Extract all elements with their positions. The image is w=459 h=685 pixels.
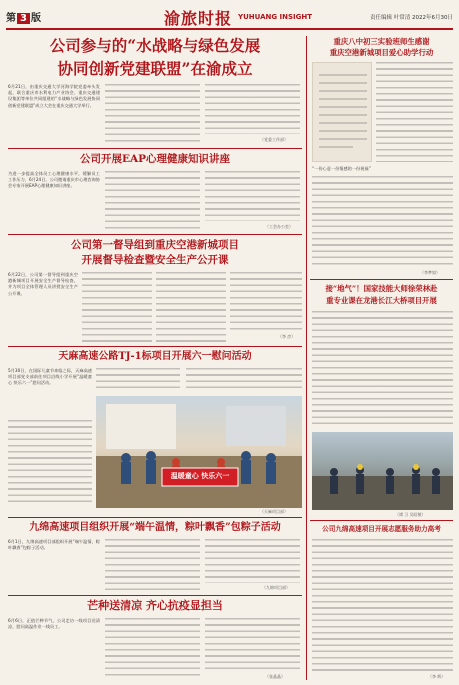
a3-title-line1: 公司第一督导组到重庆空港新城项目 [71, 239, 239, 251]
column-separator [306, 36, 307, 680]
a4-body-col3a [186, 368, 302, 392]
a3-body-col2 [82, 272, 152, 342]
page-label-pre: 第 [6, 13, 16, 24]
a4-photo-banner: 温暖童心 快乐六一 [170, 472, 230, 480]
a5-headline[interactable]: 九绵高速项目组织开展“端午温情，粽叶飘香”包粽子活动 [29, 522, 281, 533]
a1-headline[interactable] [8, 36, 302, 79]
r2-title-line1: 接“地气”！国家技能大师徐荣林赴 [325, 284, 438, 293]
a4-photo [96, 396, 302, 508]
r1-letter-scene [313, 63, 372, 162]
divider [310, 520, 453, 521]
r1-title-line1: 重庆八中初三实验班师生感谢 [333, 37, 430, 46]
a2-headline[interactable]: 公司开展EAP心理健康知识讲座 [79, 153, 231, 165]
divider [8, 595, 302, 596]
a4-photo-scene [96, 396, 302, 508]
a4-body-col1 [8, 420, 92, 504]
r2-body [312, 311, 453, 429]
r3-headline[interactable]: 公司九绵高速项目开展志愿服务助力高考 [322, 525, 441, 533]
a6-body-col2 [105, 618, 200, 680]
page-label-post: 版 [30, 13, 41, 24]
r1-quote: “一份心意一份情感的一份祝福” [312, 166, 371, 171]
a1-body-col3 [205, 84, 300, 134]
divider [8, 517, 302, 518]
a3-credit: （李 彦） [278, 334, 296, 339]
r1-headline[interactable] [310, 36, 453, 58]
divider [310, 279, 453, 280]
a5-body-col3 [205, 539, 300, 583]
editor-date: 责任编辑 叶常清 2022年6月30日 [370, 15, 453, 21]
newspaper-logo-en: YUHUANG INSIGHT [238, 13, 313, 21]
divider [8, 148, 302, 149]
r3-credit: （李 辉） [428, 674, 446, 679]
a4-body-col2a [96, 368, 180, 392]
a2-credit: （工会办公室） [265, 224, 293, 229]
r1-credit: （李梦如） [420, 270, 440, 275]
a2-lead: 为进一步提高全体员工心理健康水平，缓解员工工作压力，6月24日，公司邀请重庆市心理咨询协会专家开展EAP心理健康知识讲座。 [8, 171, 100, 189]
masthead [6, 4, 453, 30]
a6-body-col3 [205, 618, 300, 672]
a3-title-line2: 开展督导检查暨安全生产公开课 [81, 254, 229, 266]
r2-headline[interactable] [310, 283, 453, 307]
a1-title-line2: 协同创新党建联盟”在渝成立 [57, 59, 253, 78]
a6-lead: 6月6日，正值芒种节气，公司走访一线项目送清凉，慰问高温作业一线员工。 [8, 618, 100, 630]
divider [8, 234, 302, 235]
a3-body-col3 [156, 272, 226, 342]
r2-photo-scene [312, 432, 453, 510]
r1-body-side [376, 62, 453, 162]
a5-credit: （九绵项目部） [262, 585, 290, 590]
a2-body-col2 [105, 171, 200, 233]
r2-title-line2: 重专业课在龙港长江大桥项目开展 [326, 296, 437, 305]
a5-body-col2 [105, 539, 200, 591]
a3-headline[interactable] [8, 238, 302, 268]
a3-lead: 6月22日，公司第一督导组到重庆空港新城项目开展安全生产督导检查，并为项目全体管理人员讲授安全生产公开课。 [8, 272, 78, 296]
r2-photo [312, 432, 453, 510]
a5-lead: 6月1日，九绵高速项目部组织开展“端午温情，粽叶飘香”包粽子活动。 [8, 539, 100, 551]
newspaper-logo: 渝旅时报 [164, 9, 233, 28]
a4-headline[interactable]: 天麻高速公路TJ-1标项目开展六一慰问活动 [58, 351, 252, 362]
a4-credit: （天麻项目部） [260, 509, 288, 514]
a6-headline[interactable]: 芒种送清凉 齐心抗疫显担当 [87, 599, 223, 612]
r1-letter-photo [312, 62, 372, 162]
a2-body-col3 [205, 171, 300, 221]
a1-credit: （党委工作部） [260, 137, 288, 142]
page-number [6, 9, 41, 24]
page-num-badge: 3 [17, 13, 30, 24]
a4-lead: 5月30日，在国际儿童节来临之际，天麻高速项目部党支部前往项目沿线小学开展“温暖童心 快乐六一”慰问活动。 [8, 368, 92, 386]
r1-body [312, 176, 453, 268]
a1-title-line1: 公司参与的“水战略与绿色发展 [49, 36, 261, 55]
a1-body-col2 [105, 84, 200, 146]
r2-credit: （谭 卫 吴昭敏） [395, 512, 426, 517]
r1-title-line2: 重庆空港新城项目爱心助学行动 [329, 48, 434, 57]
divider [8, 346, 302, 347]
a1-lead: 6月21日，由重庆交通大学河海学院党委牵头发起，联合重庆市水利电力产业协会、重庆交通建设集团等单位共同组建的“水战略与绿色发展协同创新党建联盟”成立大会在重庆交通大学举行。 [8, 84, 100, 108]
a3-body-col4 [230, 272, 302, 330]
a6-credit: （张晶晶） [265, 674, 285, 679]
r3-body [312, 539, 453, 673]
